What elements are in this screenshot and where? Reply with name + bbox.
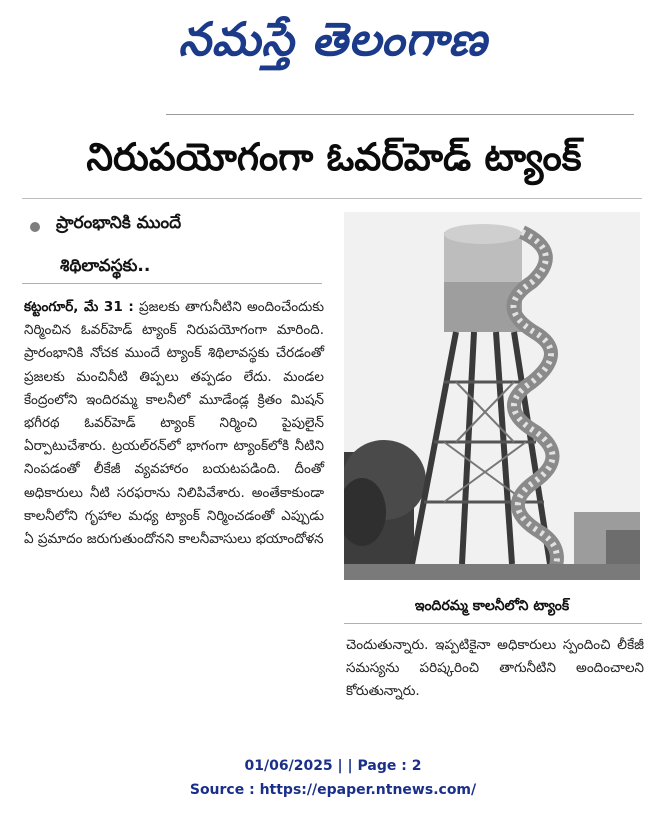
- kicker-line-1: ప్రారంభానికి ముందే: [56, 213, 182, 233]
- photo-caption: ఇందిరమ్మ కాలనీలోని ట్యాంక్‌: [414, 598, 570, 614]
- article-column-1: [24, 296, 324, 551]
- masthead-divider: [166, 114, 634, 115]
- newspaper-masthead: నమస్తే తెలంగాణ: [178, 12, 488, 66]
- article-column-2: చెందుతున్నారు. ఇప్పటికైనా అధికారులు స్పందించి లీకేజీ సమస్యను పరిష్కరించి తాగునీటిని అందించాలని కోరుతున్నారు.: [346, 637, 644, 700]
- footer-date-page: 01/06/2025 | | Page : 2: [244, 758, 422, 774]
- article-headline: నిరుపయోగంగా ఓవర్‌హెడ్‌ ట్యాంక్‌: [86, 135, 582, 179]
- article-body-text: ప్రజలకు తాగునీటిని అందించేందుకు నిర్మించిన ఓవర్‌హెడ్‌ ట్యాంక్‌ నిరుపయోగంగా మారింది. ప్రారంభానికి నోచక ముందే ట్యాంక్‌ శిథిలావస్థకు చేరడంతో ప్రజలకు మంచినీటి తిప్పలు తప్పడం లేదు. మండల కేంద్రంలోని ఇందిరమ్మ కాలనీలో మూడేండ్ల క్రితం మిషన్‌ భగీరథ ఓవర్‌హెడ్‌ ట్యాంక్‌ నిర్మించి పైపులైన్‌ ఏర్పాటుచేశారు. ట్రయల్‌రన్‌లో భాగంగా ట్యాంక్‌లోకి నీటిని నింపడంతో లీకేజీ వ్యవహారం బయటపడింది. దీంతో అధికారులు నీటి సరఫరాను నిలిపివేశారు. అంతేకాకుండా కాలనీలోని గృహాల మధ్య ట్యాంక్‌ నిర్మించడంతో ఎప్పుడు ఏ ప్రమాదం జరుగుతుందోనని కాలనీవాసులు భయాందోళన: [24, 299, 324, 548]
- water-tank-photo: [344, 212, 640, 580]
- article-dateline: కట్టంగూర్‌, మే 31 :: [24, 299, 134, 315]
- bullet-icon: [30, 222, 40, 232]
- headline-divider: [22, 198, 642, 199]
- caption-divider: [344, 623, 642, 624]
- kicker-line-2: శిథిలావస్థకు..: [60, 256, 151, 276]
- kicker-divider: [22, 283, 322, 284]
- footer-source: Source : https://epaper.ntnews.com/: [189, 782, 477, 798]
